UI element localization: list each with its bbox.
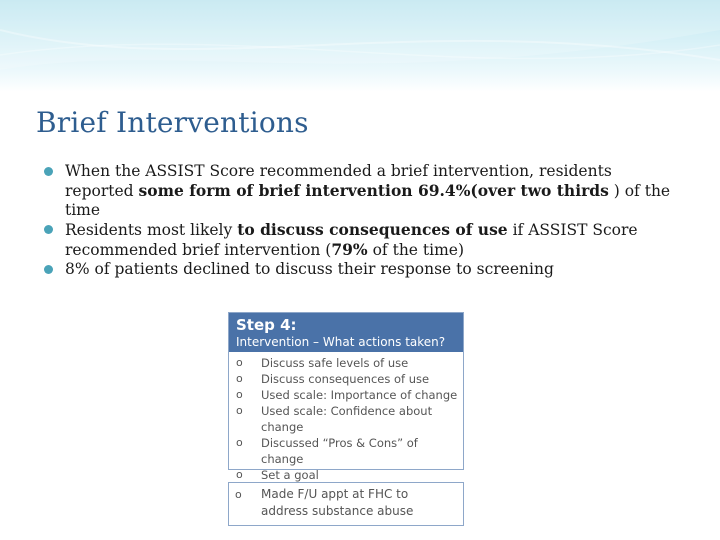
form-step-label: Step 4: [236,316,297,334]
bullet-item [44,162,684,220]
checkbox-icon: o [236,436,243,449]
checkbox-icon: o [236,404,243,417]
followup-item [229,483,463,520]
action-label: Used scale: Confidence about change [261,404,433,434]
action-item [235,403,463,435]
action-item [235,467,463,483]
bullet-icon [44,265,53,274]
action-label: Discussed “Pros & Cons” of change [261,436,418,466]
bullet-text-bold: some form of brief intervention 69.4%(over two thirds [138,181,609,200]
form-header [229,313,463,352]
action-list [229,352,463,483]
slide-title: Brief Interventions [36,106,309,139]
checkbox-icon: o [236,372,243,385]
action-item [235,387,463,403]
action-label: Discuss consequences of use [261,372,430,386]
bullet-text: When the ASSIST Score recommended a brief intervention, residents reported [65,162,612,200]
followup-form-excerpt [228,482,464,526]
bullet-text: 8% of patients declined to discuss their response to screening [65,260,554,278]
action-item [235,371,463,387]
bullet-text: ) of the time [65,182,671,219]
bullet-list [44,162,684,279]
bullet-item [44,260,684,279]
action-label: Used scale: Importance of change [261,388,458,402]
bullet-text: of the time) [367,241,465,259]
checkbox-icon: o [236,356,243,369]
action-label: Set a goal [261,468,319,482]
bullet-text-bold: to discuss consequences of use [237,220,508,239]
bullet-icon [44,225,53,234]
bullet-text: Residents most likely [65,221,238,239]
action-item [235,355,463,371]
bullet-item [44,220,684,260]
checkbox-icon: o [236,468,243,481]
bullet-text-bold: 79% [331,240,368,259]
followup-label: Made F/U appt at FHC to address substance abuse [261,487,414,518]
checkbox-icon: o [235,488,242,501]
action-item [235,435,463,467]
checkbox-icon: o [236,388,243,401]
header-decoration [0,0,720,92]
form-subtitle: Intervention – What actions taken? [236,335,446,349]
bullet-icon [44,167,53,176]
action-label: Discuss safe levels of use [261,356,409,370]
header-band [0,0,720,92]
bullet-text: if ASSIST Score recommended brief intervention ( [65,221,638,259]
step4-form-excerpt [228,312,464,482]
